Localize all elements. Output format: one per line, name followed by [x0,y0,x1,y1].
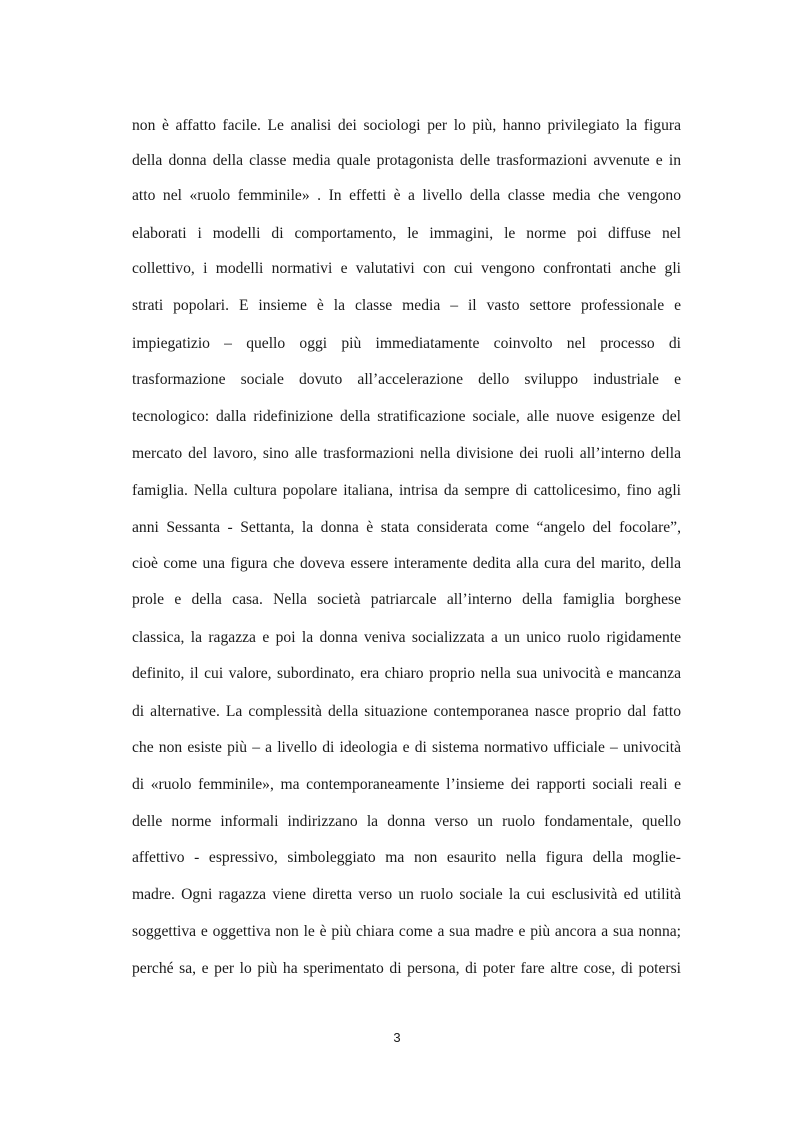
text-line: madre. Ogni ragazza viene diretta verso un ruolo sociale la cui esclusività ed utilità [132,886,681,903]
text-line: cioè come una figura che doveva essere interamente dedita alla cura del marito, della [132,555,681,572]
text-line: anni Sessanta - Settanta, la donna è stata considerata come “angelo del focolare”, [132,519,681,536]
text-line: non è affatto facile. Le analisi dei sociologi per lo più, hanno privilegiato la figura [132,117,681,134]
text-line: strati popolari. E insieme è la classe media – il vasto settore professionale e [132,297,681,314]
text-line: prole e della casa. Nella società patriarcale all’interno della famiglia borghese [132,591,681,608]
text-line: tecnologico: dalla ridefinizione della stratificazione sociale, alle nuove esigenze del [132,408,681,425]
text-line: di «ruolo femminile», ma contemporaneamente l’insieme dei rapporti sociali reali e [132,776,681,793]
text-line: soggettiva e oggettiva non le è più chiara come a sua madre e più ancora a sua nonna; [132,923,681,940]
text-line: collettivo, i modelli normativi e valutativi con cui vengono confrontati anche gli [132,260,681,277]
text-line: perché sa, e per lo più ha sperimentato di persona, di poter fare altre cose, di potersi [132,960,681,977]
text-line: definito, il cui valore, subordinato, era chiaro proprio nella sua univocità e mancanza [132,665,681,682]
text-line: impiegatizio – quello oggi più immediatamente coinvolto nel processo di [132,335,681,352]
text-line: di alternative. La complessità della situazione contemporanea nasce proprio dal fatto [132,703,681,720]
text-line: che non esiste più – a livello di ideologia e di sistema normativo ufficiale – univocità [132,739,681,756]
text-line: affettivo - espressivo, simboleggiato ma non esaurito nella figura della moglie- [132,849,681,866]
page-number: 3 [393,1030,401,1045]
text-line: delle norme informali indirizzano la donna verso un ruolo fondamentale, quello [132,813,681,830]
text-line: mercato del lavoro, sino alle trasformazioni nella divisione dei ruoli all’interno della [132,445,681,462]
text-line: atto nel «ruolo femminile» . In effetti è a livello della classe media che vengono [132,187,681,204]
text-line: elaborati i modelli di comportamento, le immagini, le norme poi diffuse nel [132,225,681,242]
text-line: della donna della classe media quale protagonista delle trasformazioni avvenute e in [132,152,681,169]
text-line: classica, la ragazza e poi la donna veniva socializzata a un unico ruolo rigidamente [132,629,681,646]
text-line: trasformazione sociale dovuto all’accelerazione dello sviluppo industriale e [132,371,681,388]
text-line: famiglia. Nella cultura popolare italiana, intrisa da sempre di cattolicesimo, fino agli [132,482,681,499]
